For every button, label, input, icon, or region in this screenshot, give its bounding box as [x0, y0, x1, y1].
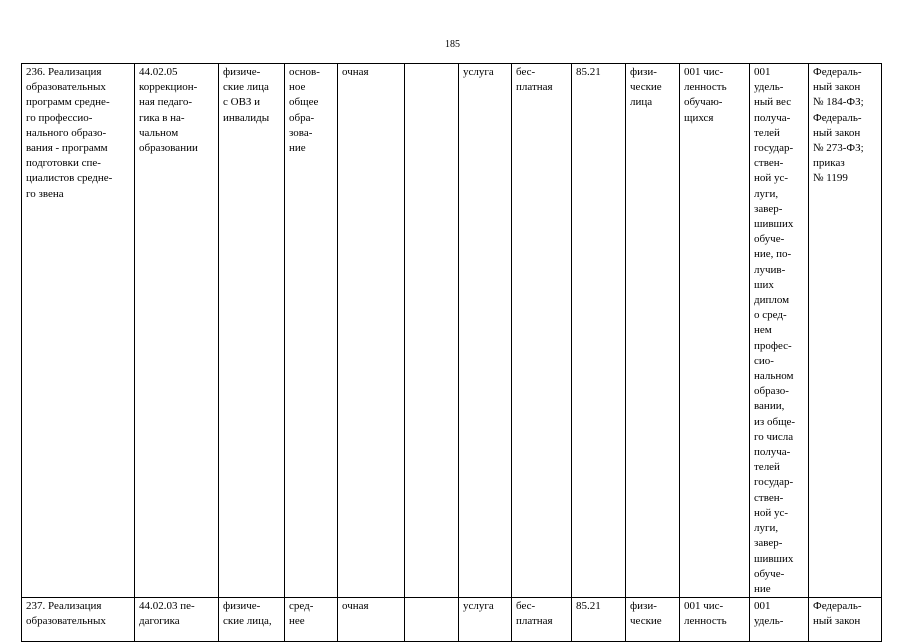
program-code-cell: 44.02.03 пе- дагогика: [135, 598, 219, 642]
table-row: [22, 598, 882, 642]
legal-basis-cell: Федераль- ный закон № 184-ФЗ; Федераль- ный закон № 273-ФЗ; приказ № 1199: [809, 64, 882, 598]
services-table: [21, 63, 882, 642]
education-level-cell: сред- нее: [285, 598, 338, 642]
page-number: 185: [445, 39, 460, 50]
service-name-cell: 236. Реализация образовательных программ средне- го профессио- нального образо- вания - программ подготовки спе- циалистов средне- го звена: [22, 64, 135, 598]
table-row: [22, 64, 882, 598]
payment-cell: бес- платная: [512, 598, 572, 642]
empty-cell: [405, 598, 459, 642]
quality-indicator-cell: 001 удель-: [750, 598, 809, 642]
volume-indicator-cell: 001 чис- ленность: [680, 598, 750, 642]
service-type-cell: услуга: [459, 598, 512, 642]
okved-code-cell: 85.21: [572, 598, 626, 642]
quality-indicator-cell: 001 удель- ный вес получа- телей государ- ствен- ной ус- луги, завер- шивших обуче- ние, по- лучив- ших диплом о сред- нем профес- сио- нальном образо- вании, из обще- го числа получа- телей государ- ствен- ной ус- луги, завер- шивших обуче- ние: [750, 64, 809, 598]
legal-basis-cell: Федераль- ный закон: [809, 598, 882, 642]
program-code-cell: 44.02.05 коррекцион- ная педаго- гика в на- чальном образовании: [135, 64, 219, 598]
consumers-cell: физи- ческие лица: [626, 64, 680, 598]
payment-cell: бес- платная: [512, 64, 572, 598]
service-name-cell: 237. Реализация образовательных: [22, 598, 135, 642]
consumer-category-cell: физиче- ские лица с ОВЗ и инвалиды: [219, 64, 285, 598]
consumers-cell: физи- ческие: [626, 598, 680, 642]
volume-indicator-cell: 001 чис- ленность обучаю- щихся: [680, 64, 750, 598]
consumer-category-cell: физиче- ские лица,: [219, 598, 285, 642]
education-form-cell: очная: [338, 64, 405, 598]
education-level-cell: основ- ное общее обра- зова- ние: [285, 64, 338, 598]
service-type-cell: услуга: [459, 64, 512, 598]
okved-code-cell: 85.21: [572, 64, 626, 598]
empty-cell: [405, 64, 459, 598]
education-form-cell: очная: [338, 598, 405, 642]
